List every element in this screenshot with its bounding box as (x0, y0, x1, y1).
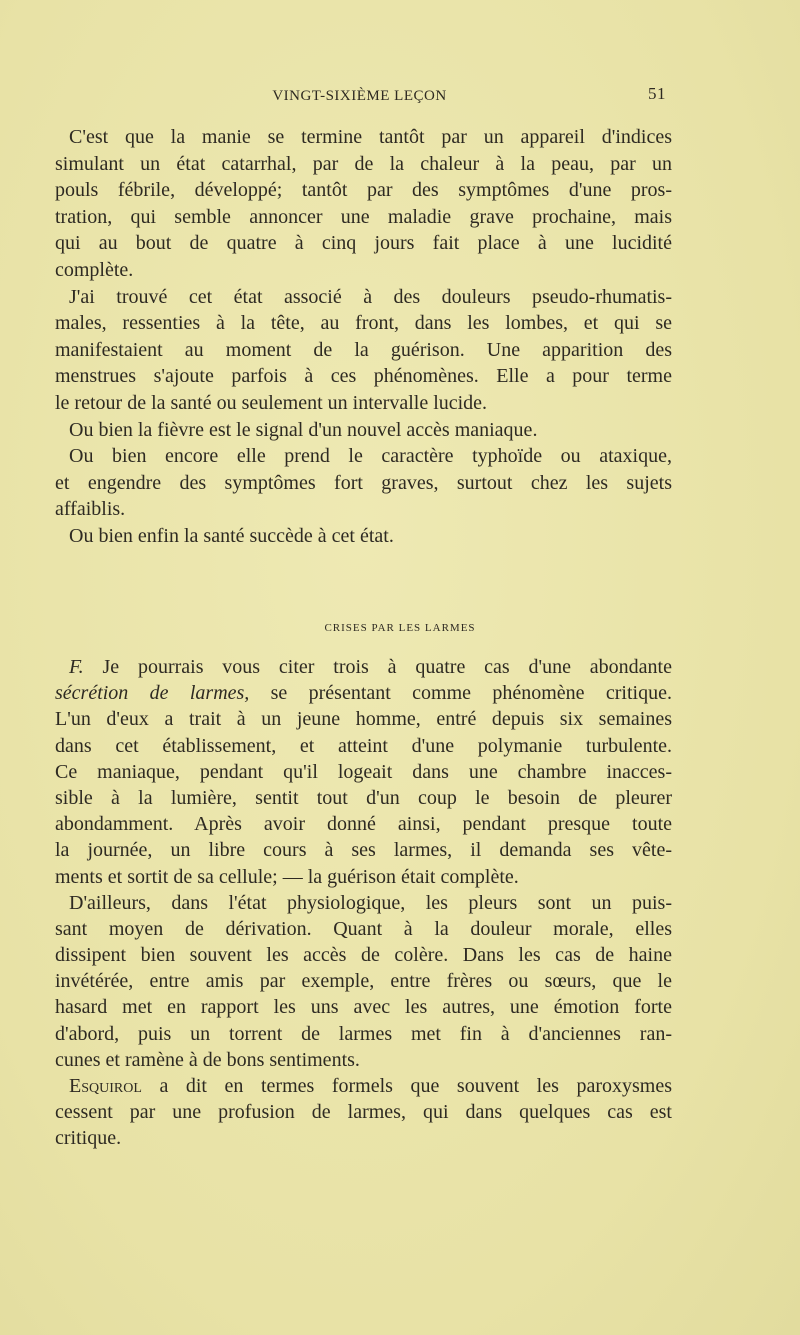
text-line (55, 496, 672, 523)
line-text: et engendre des symptômes fort graves, surtout chez les sujets (55, 471, 672, 494)
text-line (55, 230, 672, 257)
line-text: sible à la lumière, sentit tout d'un coup le besoin de pleurer (55, 786, 672, 809)
line-text: invétérée, entre amis par exemple, entre frères ou sœurs, que le (55, 970, 672, 993)
line-text: se présentant comme phénomène critique. (249, 682, 672, 705)
text-line (55, 337, 672, 364)
line-text: critique. (55, 1127, 122, 1150)
line-text: tration, qui semble annoncer une maladie grave prochaine, mais (55, 205, 672, 228)
text-line (55, 811, 672, 837)
line-text: males, ressenties à la tête, au front, dans les lombes, et qui se (55, 312, 672, 335)
line-text: Ce maniaque, pendant qu'il logeait dans une chambre inacces- (55, 760, 672, 783)
text-line (55, 523, 672, 550)
text-line (55, 124, 672, 151)
text-line (55, 1047, 672, 1073)
text-line (55, 470, 672, 497)
line-text: le retour de la santé ou seulement un intervalle lucide. (55, 391, 488, 414)
author-name: Esquirol (69, 1075, 142, 1097)
section-heading: CRISES PAR LES LARMES (324, 622, 476, 634)
line-text: hasard met en rapport les uns avec les autres, une émotion forte (55, 996, 672, 1019)
text-line (55, 177, 672, 204)
text-line (55, 916, 672, 942)
text-line (55, 890, 672, 916)
line-text: Ou bien la fièvre est le signal d'un nouvel accès maniaque. (69, 418, 538, 441)
body-text-upper (55, 124, 672, 550)
text-line (55, 968, 672, 994)
text-line (55, 706, 672, 732)
text-line (55, 204, 672, 231)
line-text: complète. (55, 258, 134, 281)
text-line (55, 680, 672, 706)
text-line (55, 363, 672, 390)
line-text: d'abord, puis un torrent de larmes met fin à d'anciennes ran- (55, 1022, 672, 1045)
line-text: sant moyen de dérivation. Quant à la douleur morale, elles (55, 917, 672, 940)
italic-text: F. (69, 656, 84, 678)
text-line (55, 151, 672, 178)
text-line (55, 785, 672, 811)
text-line (55, 837, 672, 863)
text-line (55, 864, 672, 890)
line-text: menstrues s'ajoute parfois à ces phénomènes. Elle a pour terme (55, 365, 672, 388)
text-line (55, 1099, 672, 1125)
line-text: simulant un état catarrhal, par de la chaleur à la peau, par un (55, 152, 672, 175)
line-text: Ou bien encore elle prend le caractère typhoïde ou ataxique, (69, 445, 672, 468)
text-line (55, 759, 672, 785)
text-line (55, 310, 672, 337)
text-line (55, 390, 672, 417)
line-text: manifestaient au moment de la guérison. Une apparition des (55, 338, 672, 361)
line-text: cessent par une profusion de larmes, qui dans quelques cas est (55, 1101, 672, 1124)
line-text: cunes et ramène à de bons sentiments. (55, 1048, 360, 1071)
chapter-title: VINGT-SIXIÈME LEÇON (272, 88, 447, 104)
line-text: Je pourrais vous citer trois à quatre cas d'une abondante (83, 656, 672, 678)
text-line (55, 654, 672, 680)
line-text: dans cet établissement, et atteint d'une polymanie turbulente. (55, 734, 672, 757)
line-text: qui au bout de quatre à cinq jours fait place à une lucidité (55, 232, 672, 255)
line-text: Ou bien enfin la santé succède à cet état. (69, 524, 394, 547)
italic-text: sécrétion de larmes, (55, 682, 250, 705)
line-text: la journée, un libre cours à ses larmes, il demanda ses vête- (55, 839, 672, 862)
text-line (55, 443, 672, 470)
line-text: dissipent bien souvent les accès de colère. Dans les cas de haine (55, 944, 672, 967)
text-line (55, 284, 672, 311)
line-text: D'ailleurs, dans l'état physiologique, les pleurs sont un puis- (69, 891, 672, 914)
page-number: 51 (648, 84, 666, 103)
body-text-lower (55, 654, 672, 1152)
line-text: a dit en termes formels que souvent les paroxysmes (141, 1075, 672, 1097)
line-text: C'est que la manie se termine tantôt par un appareil d'indices (69, 126, 672, 148)
text-line (55, 1073, 672, 1099)
text-line (55, 1021, 672, 1047)
line-text: L'un d'eux a trait à un jeune homme, entré depuis six semaines (55, 708, 672, 731)
line-text: ments et sortit de sa cellule; — la guérison était complète. (55, 865, 519, 888)
text-line (55, 1125, 672, 1151)
text-line (55, 994, 672, 1020)
text-line (55, 942, 672, 968)
text-line (55, 417, 672, 444)
text-line (55, 257, 672, 284)
line-text: pouls fébrile, développé; tantôt par des symptômes d'une pros- (55, 179, 672, 202)
line-text: abondamment. Après avoir donné ainsi, pendant presque toute (55, 813, 672, 836)
line-text: affaiblis. (55, 498, 126, 521)
text-line (55, 733, 672, 759)
line-text: J'ai trouvé cet état associé à des douleurs pseudo-rhumatis- (69, 285, 672, 308)
